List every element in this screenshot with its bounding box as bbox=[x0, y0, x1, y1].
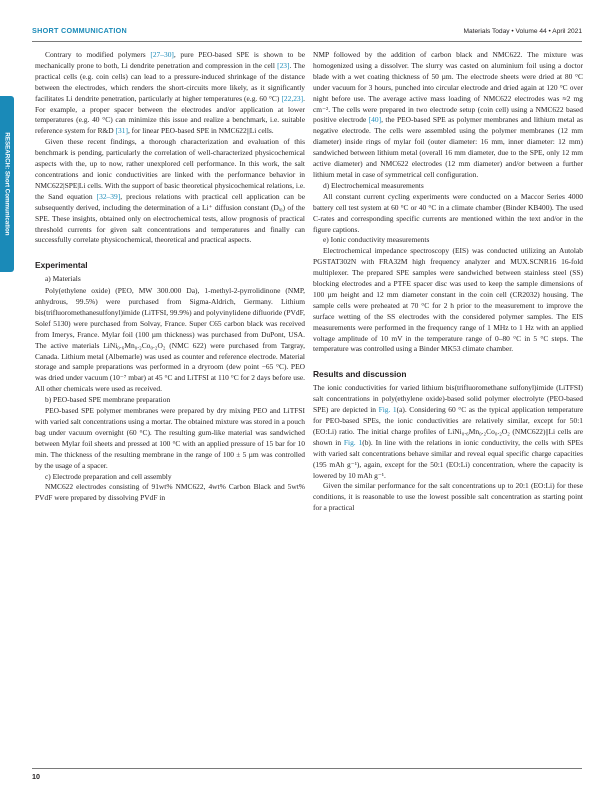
materials-paragraph: Poly(ethylene oxide) (PEO, MW 300.000 Da), 1-methyl-2-pyrrolidinone (NMP, anhydrous, 99.5%) were purchased from Sigma-Aldrich, Germany. Lithium bis(trifluoromethanesulfonyl)imide (LiTFSI, 99.9%) and polyvinylidene difluoride (PVdF, Solef 5130) were purchased from Solvay, France. Super C65 carbon black was received from Imerys, France. Mylar foil (100 µm thickness) was purchased from DuPont, USA. The active materials LiNi₀.₆Mn₀.₂Co₀.₂O₂ (NMC 622) were purchased from Targray, Canada. Lithium metal (Albemarle) was used as counter and reference electrode. Material storage and sample preparations was performed in a dryroom (dew point −65 °C). PEO was dried under vacuum (10⁻⁷ mbar) at 45 °C and LiTFSI at 110 °C for 2 days before use. All other chemicals were used as received. bbox=[35, 286, 305, 394]
electrode-heading: c) Electrode preparation and cell assembly bbox=[45, 471, 172, 481]
intro-paragraph-1: Contrary to modified polymers [27–30], pure PEO-based SPE is shown to be mechanically prone to both, Li dendrite penetration and compression in the cell [23]. The practical cells (e.g. coin cells) can lead to a pressure-induced shrinkage of the distance between the electrodes, which renders the short-circuits more likely, as it significantly facilitates Li dendrite penetration, particularly at higher temperatures (e.g. 60 °C) [22,23]. For example, a proper spacer between the electrodes and/or application at lower temperatures (e.g. 40 °C) can minimize this issue and realize a benchmark, i.e. suitable reference system for R&D [31], for linear PEO-based SPE in NMC622||Li cells. bbox=[35, 50, 305, 136]
figure-link[interactable]: Fig. 1 bbox=[378, 405, 397, 415]
intro-paragraph-2: Given these recent findings, a thorough characterization and evaluation of this benchmark is pending, particularly the correlation of well-characterized physicochemical aspects with the, up to now, rather unexplored cell performance. In this work, the salt concentrations and ionic conductivities are linked with the performance behavior in NMC622|SPE|Li cells. With the support of basic theoretical physicochemical relations, i.e. the Sand equation [32–39], precious relations with practical cell application can be subsequently derived, including the determination of a Li⁺ diffusion constant (Dᵢ₀) of the SPE. These insights, obtained only on electrochemical tests, allow prognosis of practical threshold currents for given salt concentrations and temperatures and finally can successfully correlate physicochemical, theoretical and practical aspects. bbox=[35, 137, 305, 245]
ionic-paragraph: Electrochemical impedance spectroscopy (EIS) was conducted utilizing an Autolab PGSTAT302N with FRA32M high frequency analyzer and MUX.SCNR16 16-fold multiplexer. The prepared SPE samples were sandwiched between stainless steel (SS) blocking electrodes and a PTFE spacer disc was used to keep the sample dimensions of 100 µm height and 12 mm diameter constant in the coin cell (CR2032) housing. The sample cells were preheated at 70 °C for 2 h prior to the measurement to improve the surface wetting of the SS electrodes with the considered polymer samples. The EIS measurements were performed in the frequency range of 1 MHz to 1 Hz with an applied voltage amplitude of 10 mV in the temperature range of 0–80 °C in 5 °C steps. The temperature was controlled using a Binder MK53 climate chamber. bbox=[313, 246, 583, 354]
section-label: SHORT COMMUNICATION bbox=[32, 26, 128, 35]
results-heading: Results and discussion bbox=[313, 369, 407, 380]
header-rule bbox=[32, 41, 582, 42]
side-tab bbox=[0, 96, 14, 272]
ionic-heading: e) Ionic conductivity measurements bbox=[323, 235, 430, 245]
running-header bbox=[32, 26, 582, 42]
left-column bbox=[35, 50, 305, 504]
materials-heading: a) Materials bbox=[45, 274, 81, 284]
electrode-paragraph-continued: NMP followed by the addition of carbon black and NMC622. The mixture was homogenized using a dissolver. The slurry was casted on aluminium foil using a doctor blade with a wet coating thickness of 50 µm. The electrode sheets were dried at 80 °C under vacuum for 3 hours, punched into circular electrode and dried again at 120 °C over night before use. The average active mass loading of NMC622 electrodes was ≈2 mg cm⁻². The cells were prepared in two electrode setup (coin cell) using a NMC622 based positive electrode [40], the PEO-based SPE as polymer membranes and lithium metal as negative electrode. The cells were assembled using the polymer membranes (12 mm diameter) inside rings of mylar foil (outer diameter: 16 mm, inner diameter: 12 mm) sandwiched between lithium metal (overall 16 mm diameter, due to the SPE, only 12 mm active diameter) and NMC622 electrodes (12 mm diameter) and/or between a further lithium metal in case of symmetrical cell configuration. bbox=[313, 50, 583, 179]
citation-link[interactable]: [32–39] bbox=[96, 191, 121, 201]
results-paragraph-2: Given the similar performance for the salt concentrations up to 20:1 (EO:Li) for these conditions, it is reasonable to use the lowest possible salt concentration as starting point for a practical bbox=[313, 481, 583, 513]
results-paragraph-1: The ionic conductivities for varied lithium bis(trifluoromethane sulfonyl)imide (LiTFSI) salt concentrations in poly(ethylene oxide)-based solid polymer electrolyte (PEO-based SPE) are depicted in Fig. 1(a). Considering 60 °C as the typical application temperature for PEO-based SPEs, the ionic conductivities are relatively similar, except for 50:1 (EO:Li) ratio. The initial charge profiles of LiNi₀.₆Mn₀.₂Co₀.₂O₂ (NMC622)||Li cells are shown in Fig. 1(b). In line with the relations in ionic conductivity, the cells with SPEs with varied salt concentrations behave similar and reveal equal specific charge capacities (195 mAh g⁻¹), again, except for the 50:1 (EO:Li) concentration, where the capacity is lowered by 10 mAh g⁻¹. bbox=[313, 383, 583, 480]
citation-link[interactable]: [22,23] bbox=[281, 93, 304, 103]
side-tab-label: RESEARCH: Short Communication bbox=[3, 132, 11, 236]
citation-link[interactable]: [31] bbox=[115, 126, 128, 136]
right-column bbox=[313, 50, 583, 514]
page-number: 10 bbox=[32, 772, 40, 781]
experimental-heading: Experimental bbox=[35, 260, 88, 271]
electrode-paragraph: NMC622 electrodes consisting of 91wt% NMC622, 4wt% Carbon Black and 5wt% PVdF were prepared by dissolving PVdF in bbox=[35, 482, 305, 503]
journal-info: Materials Today • Volume 44 • April 2021 bbox=[463, 28, 582, 35]
citation-link[interactable]: [23] bbox=[277, 60, 290, 70]
electrochem-heading: d) Electrochemical measurements bbox=[323, 180, 424, 190]
electrochem-paragraph: All constant current cycling experiments were conducted on a Maccor Series 4000 battery cell test system at 60 °C or 40 °C in a climate chamber (Binder KB400). The used C-rates and corresponding specific currents are mentioned within the text and/or in the figure captions. bbox=[313, 191, 583, 234]
membrane-paragraph: PEO-based SPE polymer membranes were prepared by dry mixing PEO and LiTFSI with varied salt concentrations using a mortar. The obtained mixture was stored in a pouch bag under vacuum overnight (60 °C). The resulting gum-like material was sandwiched between Mylar foil sheets and pressed at 100 °C with an applied pressure of 15 bar for 10 min. The thickness of the resulting membrane in the range of 100 ± 5 µm was controlled by the usage of a spacer. bbox=[35, 406, 305, 470]
membrane-heading: b) PEO-based SPE membrane preparation bbox=[45, 395, 171, 405]
figure-link[interactable]: Fig. 1 bbox=[343, 437, 363, 447]
citation-link[interactable]: [40] bbox=[368, 115, 382, 125]
citation-link[interactable]: [27–30] bbox=[150, 50, 174, 59]
footer-rule bbox=[32, 768, 582, 769]
